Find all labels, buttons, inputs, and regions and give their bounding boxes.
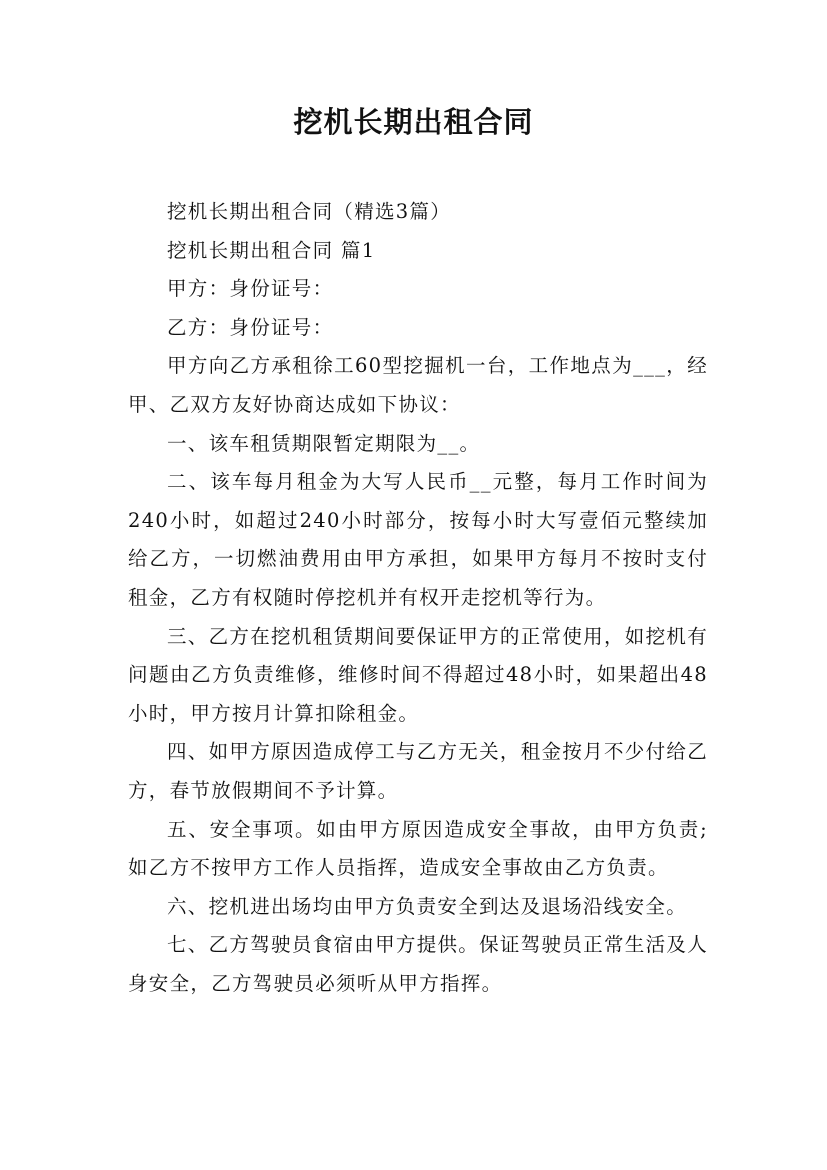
paragraph: 六、挖机进出场均由甲方负责安全到达及退场沿线安全。 — [167, 894, 688, 918]
paragraph: 甲方向乙方承租徐工60型挖掘机一台，工作地点为___，经甲、乙双方友好协商达成如下协议： — [128, 354, 708, 416]
paragraph: 七、乙方驾驶员食宿由甲方提供。保证驾驶员正常生活及人身安全，乙方驾驶员必须听从甲方指挥。 — [128, 933, 708, 995]
paragraph: 甲方：身份证号： — [167, 277, 334, 301]
paragraph: 四、如甲方原因造成停工与乙方无关，租金按月不少付给乙方，春节放假期间不予计算。 — [128, 740, 708, 802]
paragraph: 二、该车每月租金为大写人民币__元整，每月工作时间为240小时，如超过240小时部分，按每小时大写壹佰元整续加给乙方，一切燃油费用由甲方承担，如果甲方每月不按时支付租金，乙方有权随时停挖机并有权开走挖机等行为。 — [128, 470, 708, 609]
document-body — [128, 193, 708, 1003]
paragraph: 挖机长期出租合同（精选3篇） — [167, 200, 452, 223]
paragraph: 挖机长期出租合同 篇1 — [167, 238, 376, 262]
paragraph: 乙方：身份证号： — [167, 315, 334, 339]
paragraph: 一、该车租赁期限暂定期限为__。 — [167, 431, 481, 455]
paragraph: 五、安全事项。如由甲方原因造成安全事故，由甲方负责;如乙方不按甲方工作人员指挥，造成安全事故由乙方负责。 — [128, 817, 708, 880]
paragraph: 三、乙方在挖机租赁期间要保证甲方的正常使用，如挖机有问题由乙方负责维修，维修时间不得超过48小时，如果超出48小时，甲方按月计算扣除租金。 — [128, 624, 708, 725]
document-title: 挖机长期出租合同 — [293, 105, 534, 139]
